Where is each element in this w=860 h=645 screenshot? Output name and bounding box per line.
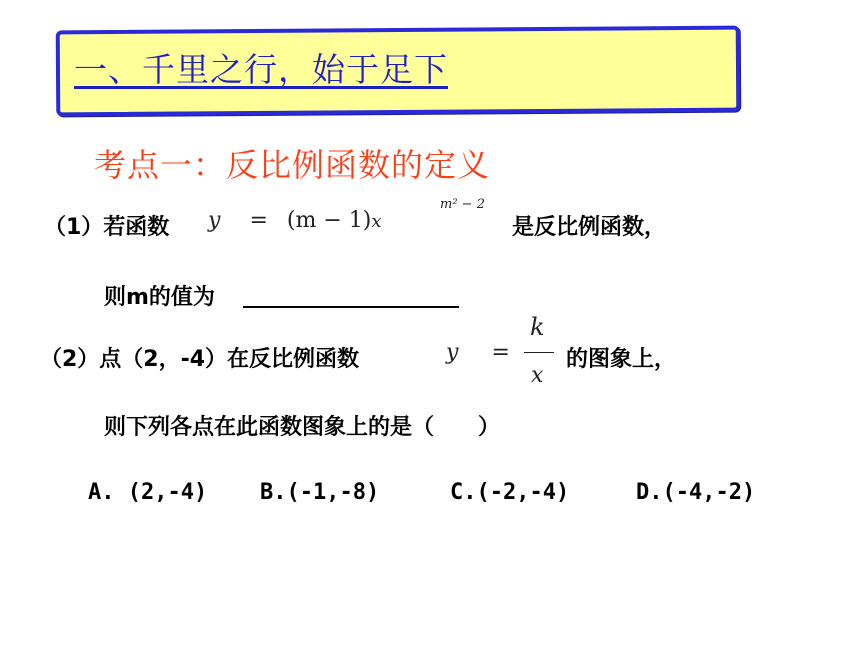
q1-prompt: 则m的值为 <box>104 285 215 310</box>
q2-prefix: （2）点（2，-4）在反比例函数 <box>40 347 360 372</box>
option-b: B.(-1,-8) <box>260 480 380 505</box>
q1-formula-eq: = <box>249 208 268 233</box>
q1-formula-exponent: m² − 2 <box>440 197 485 212</box>
q2-suffix: 的图象上， <box>566 347 677 372</box>
q2-frac-numerator: k <box>530 313 545 341</box>
q1-suffix: 是反比例函数， <box>512 215 667 240</box>
q1-formula <box>208 208 381 233</box>
option-d: D.(-4,-2) <box>636 480 756 505</box>
fraction-bar <box>524 352 554 353</box>
q1-formula-x: x <box>371 211 382 232</box>
answer-blank <box>243 306 459 308</box>
q2-prompt: 则下列各点在此函数图象上的是（ ） <box>104 415 501 440</box>
banner-title: 一、千里之行，始于足下 <box>74 50 448 89</box>
q2-formula-y: y <box>446 340 459 365</box>
q1-formula-y: y <box>208 208 221 233</box>
option-c: C.(-2,-4) <box>450 480 570 505</box>
q2-frac-denominator: x <box>531 363 544 388</box>
q2-formula <box>446 340 510 365</box>
section-title: 考点一：反比例函数的定义 <box>94 146 491 184</box>
q2-fraction <box>524 313 556 393</box>
q1-formula-paren: (m − 1) <box>286 208 372 233</box>
q1-prefix: （1）若函数 <box>44 215 170 240</box>
option-a: A. (2,-4) <box>88 480 208 505</box>
q2-formula-eq: = <box>491 340 510 365</box>
